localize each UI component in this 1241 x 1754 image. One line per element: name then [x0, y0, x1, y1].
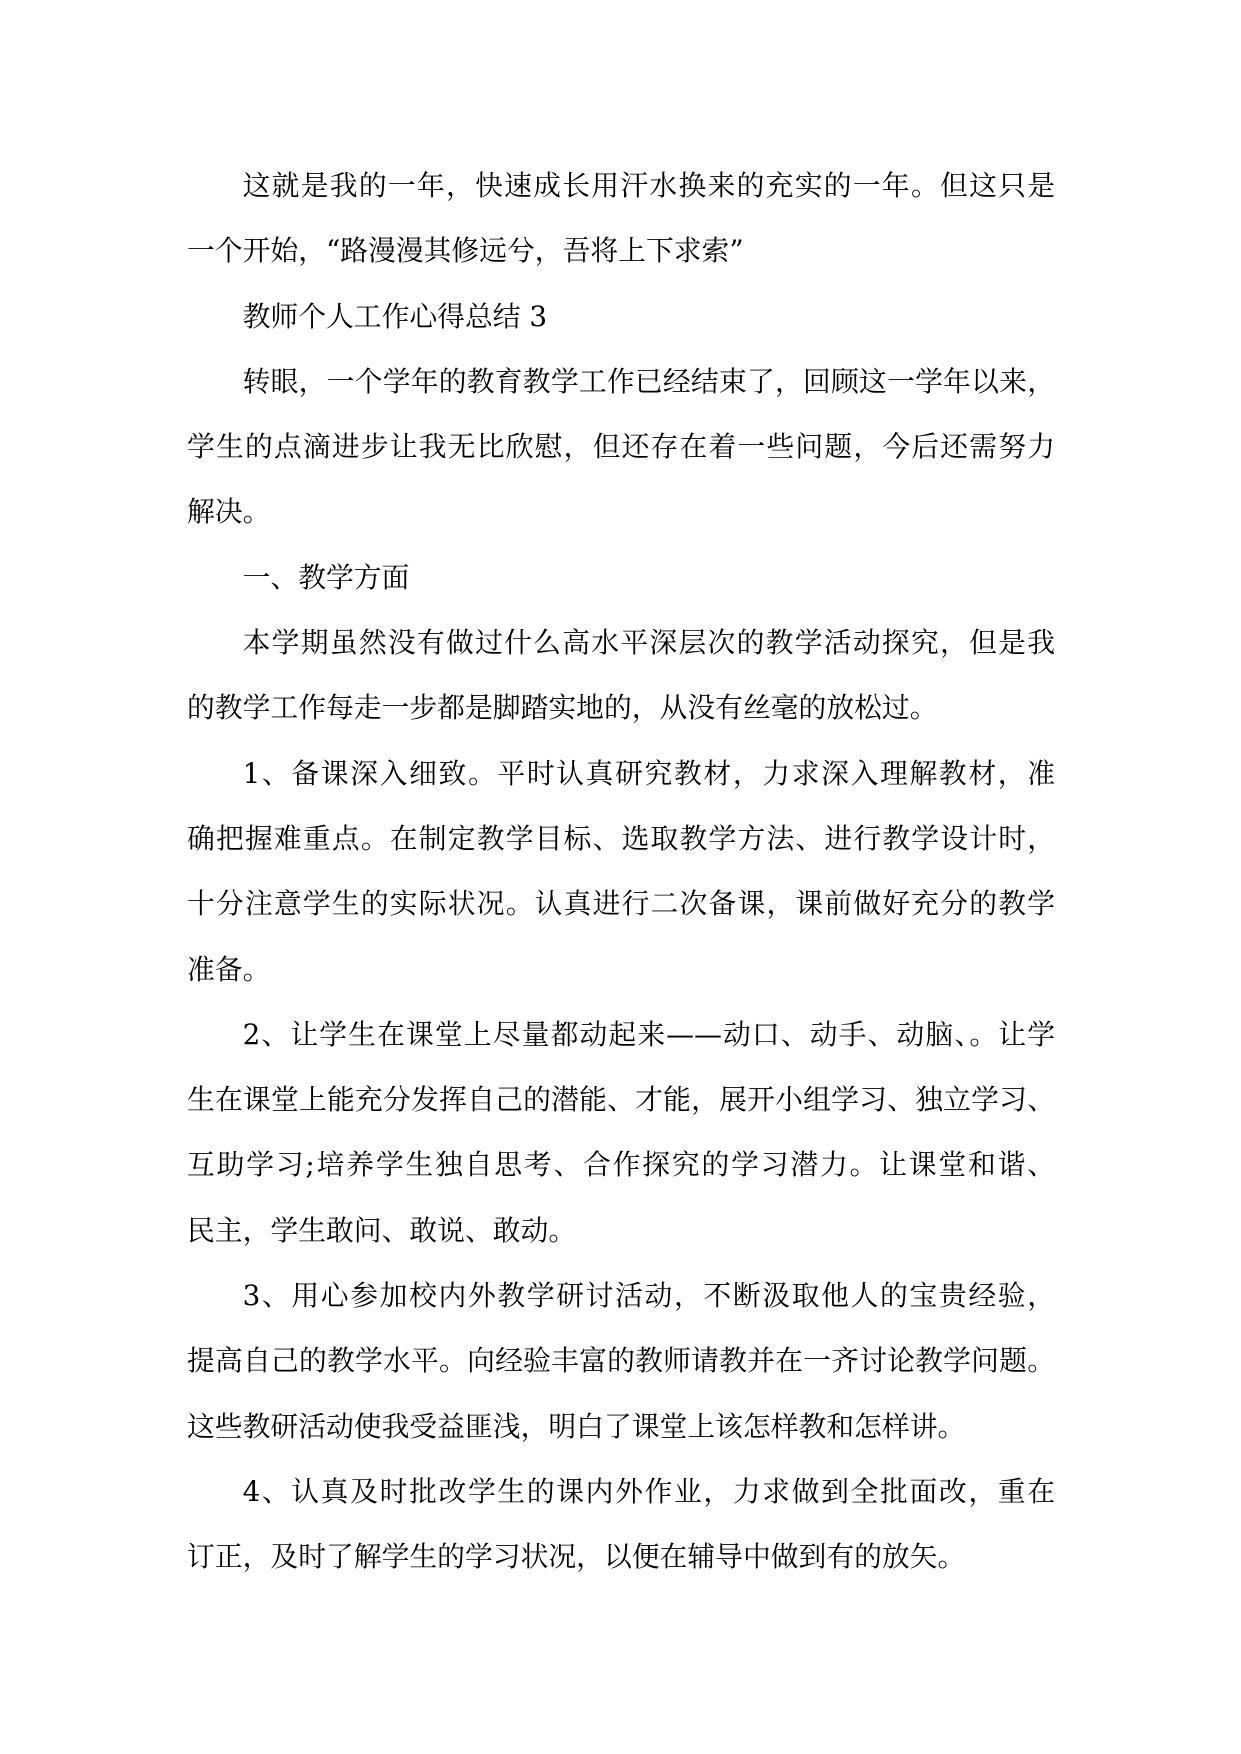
text-line: 一个开始，“路漫漫其修远兮，吾将上下求索” [187, 234, 744, 268]
text-line: 解决。 [187, 495, 271, 529]
text-line: 提高自己的教学水平。向经验丰富的教师请教并在一齐讨论教学问题。 [187, 1344, 1055, 1378]
text-line: 这些教研活动使我受益匪浅，明白了课堂上该怎样教和怎样讲。 [187, 1409, 966, 1443]
document-body [187, 153, 1055, 1590]
section-heading-teaching [187, 545, 1055, 610]
text-line: 这就是我的一年，快速成长用汗水换来的充实的一年。但这只是 [242, 169, 1055, 202]
text-line: 学生的点滴进步让我无比欣慰，但还存在着一些问题，今后还需努力 [187, 430, 1055, 464]
text-line: 3、用心参加校内外教学研讨活动，不断汲取他人的宝贵经验， [242, 1279, 1055, 1313]
text-line: 的教学工作每走一步都是脚踏实地的，从没有丝毫的放松过。 [187, 691, 938, 725]
list-item-4 [187, 1459, 1055, 1590]
text-line: 生在课堂上能充分发挥自己的潜能、才能，展开小组学习、独立学习、 [187, 1083, 1055, 1117]
text-line: 2、让学生在课堂上尽量都动起来——动口、动手、动脑、。让学 [242, 1017, 1055, 1051]
paragraph-teaching-overview [187, 610, 1055, 741]
text-line: 互助学习;培养学生独自思考、合作探究的学习潜力。让课堂和谐、 [187, 1148, 1055, 1182]
list-item-1 [187, 741, 1055, 1002]
text-line: 订正，及时了解学生的学习状况，以便在辅导中做到有的放矢。 [187, 1540, 966, 1574]
text-line: 本学期虽然没有做过什么高水平深层次的教学活动探究，但是我 [242, 626, 1055, 660]
text-line: 4、认真及时批改学生的课内外作业，力求做到全批面改，重在 [242, 1474, 1055, 1508]
list-item-3 [187, 1263, 1055, 1459]
text-line: 1、备课深入细致。平时认真研究教材，力求深入理解教材，准 [242, 756, 1055, 790]
paragraph-closing-remarks [187, 153, 1055, 284]
title-text: 教师个人工作心得总结 3 [242, 299, 548, 333]
text-line: 准备。 [187, 952, 271, 986]
list-item-2 [187, 1002, 1055, 1263]
text-line: 民主，学生敢问、敢说、敢动。 [187, 1213, 577, 1247]
text-line: 十分注意学生的实际状况。认真进行二次备课，课前做好充分的教学 [187, 887, 1055, 921]
text-line: 转眼，一个学年的教育教学工作已经结束了，回顾这一学年以来， [242, 364, 1055, 398]
paragraph-intro [187, 349, 1055, 545]
text-line: 确把握难重点。在制定教学目标、选取教学方法、进行教学设计时， [187, 821, 1055, 855]
heading-text: 一、教学方面 [242, 560, 410, 594]
document-title [187, 284, 1055, 349]
